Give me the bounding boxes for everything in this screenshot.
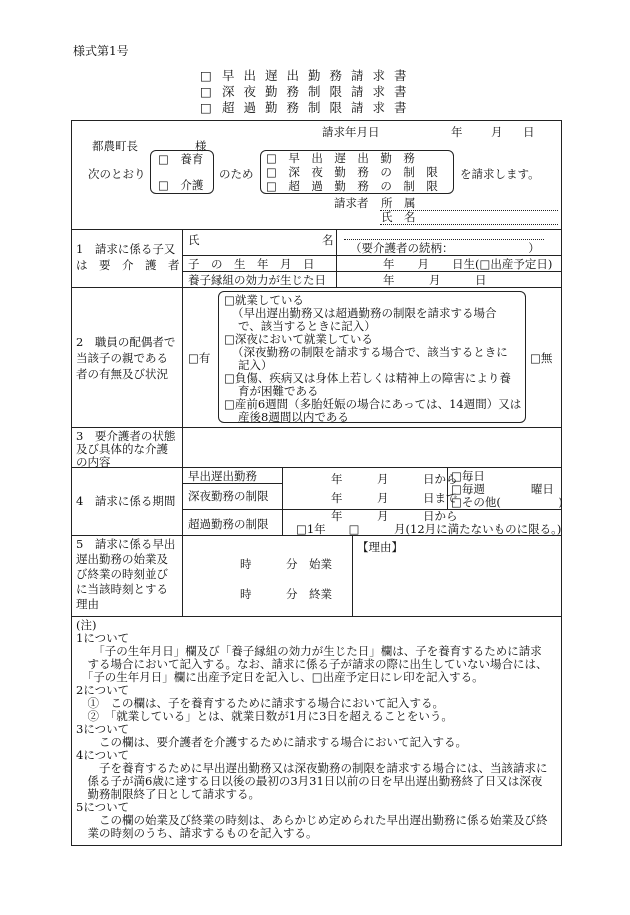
request-day-field[interactable]: 日 bbox=[523, 125, 535, 139]
form-number: 様式第1号 bbox=[73, 44, 129, 58]
sec4-overtime-period-checkbox[interactable]: □1年 □ 月(12月に満たないものに限る。) bbox=[296, 522, 562, 536]
sec1-label-line1: 1 請求に係る子又 bbox=[76, 242, 176, 256]
option-early-late-checkbox[interactable]: □ 早 出 遅 出 勤 務 bbox=[266, 151, 415, 165]
sec1-birth-label: 子 の 生 年 月 日 bbox=[188, 257, 315, 271]
sec5-start-time-field[interactable]: 時 分 始業 bbox=[240, 557, 332, 571]
sec2-has-checkbox[interactable]: □有 bbox=[188, 351, 211, 365]
sec5-end-time-field[interactable]: 時 分 終業 bbox=[240, 587, 332, 601]
sec2-night-work-checkbox[interactable]: □深夜において就業している bbox=[224, 332, 373, 346]
as-follows-text: 次のとおり bbox=[88, 167, 146, 181]
title-checkbox[interactable]: □ bbox=[200, 100, 212, 115]
notes-heading: (注) bbox=[76, 618, 97, 632]
sec4-weekly-checkbox[interactable]: □毎週 曜日 bbox=[451, 482, 554, 496]
request-month-field[interactable]: 月 bbox=[491, 125, 503, 139]
sec3-content-field[interactable] bbox=[184, 429, 560, 465]
sec2-employed-checkbox[interactable]: □就業している bbox=[224, 293, 304, 307]
request-suffix-text: を請求します。 bbox=[460, 167, 540, 181]
note-line: ② 「就業している」とは、就業日数が1月に3日を超えることをいう。 bbox=[76, 709, 453, 723]
note-line: 5について bbox=[76, 800, 130, 814]
sec2-item-text: （深夜勤務の制限を請求する場合で、該当するときに bbox=[232, 345, 508, 359]
sec2-label-line2: 当該子の親である bbox=[76, 351, 168, 365]
option-overtime-limit-checkbox[interactable]: □ 超 過 勤 務 の 制 限 bbox=[266, 179, 438, 193]
sec5-label-line3: び終業の時刻並び bbox=[76, 567, 168, 581]
sec1-label-line2: は 要 介 護 者 bbox=[76, 258, 180, 272]
name-label: 氏 名 bbox=[381, 210, 416, 224]
sec4-from-field[interactable]: 年 月 日から bbox=[331, 472, 458, 486]
purpose-childcare-checkbox[interactable]: □ 養育 bbox=[158, 152, 204, 166]
sec5-label-line5: 理由 bbox=[76, 597, 99, 611]
purpose-nursing-checkbox[interactable]: □ 介護 bbox=[158, 178, 204, 192]
title-early-late-request bbox=[200, 68, 460, 84]
sec2-item-text: 記入） bbox=[238, 358, 273, 372]
sec4-night-limit-label: 深夜勤務の制限 bbox=[188, 489, 269, 503]
title-overtime-limit-request bbox=[200, 100, 460, 116]
note-line: ① この欄は、子を養育するために請求する場合において記入する。 bbox=[76, 696, 444, 710]
sec4-to-field[interactable]: 年 月 日まで bbox=[331, 491, 458, 505]
sec1-relation-field[interactable]: （要介護者の続柄： ） bbox=[350, 241, 540, 255]
note-line: 2について bbox=[76, 683, 130, 697]
option-night-limit-checkbox[interactable]: □ 深 夜 勤 務 の 制 限 bbox=[266, 165, 438, 179]
sec2-item-text: 産後8週間以内である bbox=[238, 410, 349, 424]
note-line: この欄は、要介護者を介護するために請求する場合において記入する。 bbox=[76, 735, 467, 749]
request-year-field[interactable]: 年 bbox=[451, 125, 463, 139]
sec1-adoption-label: 養子縁組の効力が生じた日 bbox=[188, 273, 326, 287]
sec1-birth-field[interactable]: 年 月 日生(□出産予定日) bbox=[383, 257, 553, 271]
sec2-item-text: 育が困難である bbox=[238, 384, 319, 398]
sec5-label-line4: に当該時刻とする bbox=[76, 582, 168, 596]
note-line: 3について bbox=[76, 722, 130, 736]
sec2-none-checkbox[interactable]: □無 bbox=[530, 351, 553, 365]
sec2-injury-checkbox[interactable]: □負傷、疾病又は身体上若しくは精神上の障害により養 bbox=[224, 371, 511, 385]
title-text: 深夜勤務制限請求書 bbox=[222, 84, 416, 99]
note-line: 4について bbox=[76, 748, 130, 762]
sec2-maternity-checkbox[interactable]: □産前6週間（多胎妊娠の場合にあっては、14週間）又は bbox=[224, 397, 522, 411]
requester-label: 請求者 bbox=[334, 196, 369, 210]
name-line[interactable] bbox=[380, 224, 558, 225]
title-checkbox[interactable]: □ bbox=[200, 68, 212, 83]
title-night-limit-request bbox=[200, 84, 460, 100]
note-line: 係る子が満6歳に達する日以後の最初の3月31日以前の日を早出遅出勤務終了日又は深夜 bbox=[76, 774, 543, 788]
sec5-label-line2: 遅出勤務の始業及 bbox=[76, 552, 168, 566]
addressee: 都農町長 bbox=[92, 139, 138, 153]
sec5-label-line1: 5 請求に係る早出 bbox=[76, 537, 176, 551]
title-checkbox[interactable]: □ bbox=[200, 84, 212, 99]
sec1-adoption-field[interactable]: 年 月 日 bbox=[383, 273, 487, 287]
sec1-name-label: 氏 bbox=[188, 233, 200, 247]
sec3-label-line3: の内容 bbox=[76, 455, 111, 469]
title-text: 早出遅出勤務請求書 bbox=[222, 68, 416, 83]
sec2-label-line1: 2 職員の配偶者で bbox=[76, 335, 176, 349]
note-line: する場合において記入する。なお、請求に係る子が請求の際に出生していない場合には、 bbox=[76, 657, 548, 671]
title-text: 超過勤務制限請求書 bbox=[222, 100, 416, 115]
for-the-text: のため bbox=[219, 167, 254, 181]
note-line: この欄の始業及び終業の時刻は、あらかじめ定められた早出遅出勤務に係る始業及び終 bbox=[76, 813, 548, 827]
sec5-reason-field[interactable] bbox=[356, 555, 560, 614]
sec4-daily-checkbox[interactable]: □毎日 bbox=[451, 469, 485, 483]
sec2-item-text: で、該当するときに記入） bbox=[238, 319, 376, 333]
note-line: 業の時刻のうち、請求するものを記入する。 bbox=[76, 826, 318, 840]
sec4-early-late-label: 早出遅出勤務 bbox=[188, 469, 257, 483]
sec2-label-line3: 者の有無及び状況 bbox=[76, 367, 168, 381]
dept-label: 所 属 bbox=[381, 196, 416, 210]
sec2-item-text: （早出遅出勤務又は超過勤務の制限を請求する場合 bbox=[232, 306, 497, 320]
sec1-name-line[interactable] bbox=[344, 239, 544, 240]
note-line: 「子の生年月日」欄に出産予定日を記入し、□出産予定日にレ印を記入する。 bbox=[76, 670, 484, 684]
sec4-label: 4 請求に係る期間 bbox=[76, 494, 176, 508]
request-date-label: 請求年月日 bbox=[322, 125, 380, 139]
sec3-label-line2: 及び具体的な介護 bbox=[76, 442, 168, 456]
note-line: 「子の生年月日」欄及び「養子縁組の効力が生じた日」欄は、子を養育するために請求 bbox=[76, 644, 542, 658]
sec4-other-checkbox[interactable]: □その他( ) bbox=[451, 495, 563, 509]
note-line: 子を養育するために早出遅出勤務又は深夜勤務の制限を請求する場合には、当該請求に bbox=[76, 761, 548, 775]
note-line: 勤務制限終了日として請求する。 bbox=[76, 787, 260, 801]
honorific: 様 bbox=[195, 139, 207, 153]
sec1-name-label2: 名 bbox=[322, 233, 334, 247]
form-table bbox=[71, 120, 562, 846]
sec4-overtime-from-field[interactable]: 年 月 日から bbox=[331, 509, 458, 523]
note-line: 1について bbox=[76, 631, 130, 645]
sec5-reason-label: 【理由】 bbox=[357, 540, 403, 554]
sec3-label-line1: 3 要介護者の状態 bbox=[76, 429, 176, 443]
sec4-overtime-limit-label: 超過勤務の制限 bbox=[188, 517, 269, 531]
